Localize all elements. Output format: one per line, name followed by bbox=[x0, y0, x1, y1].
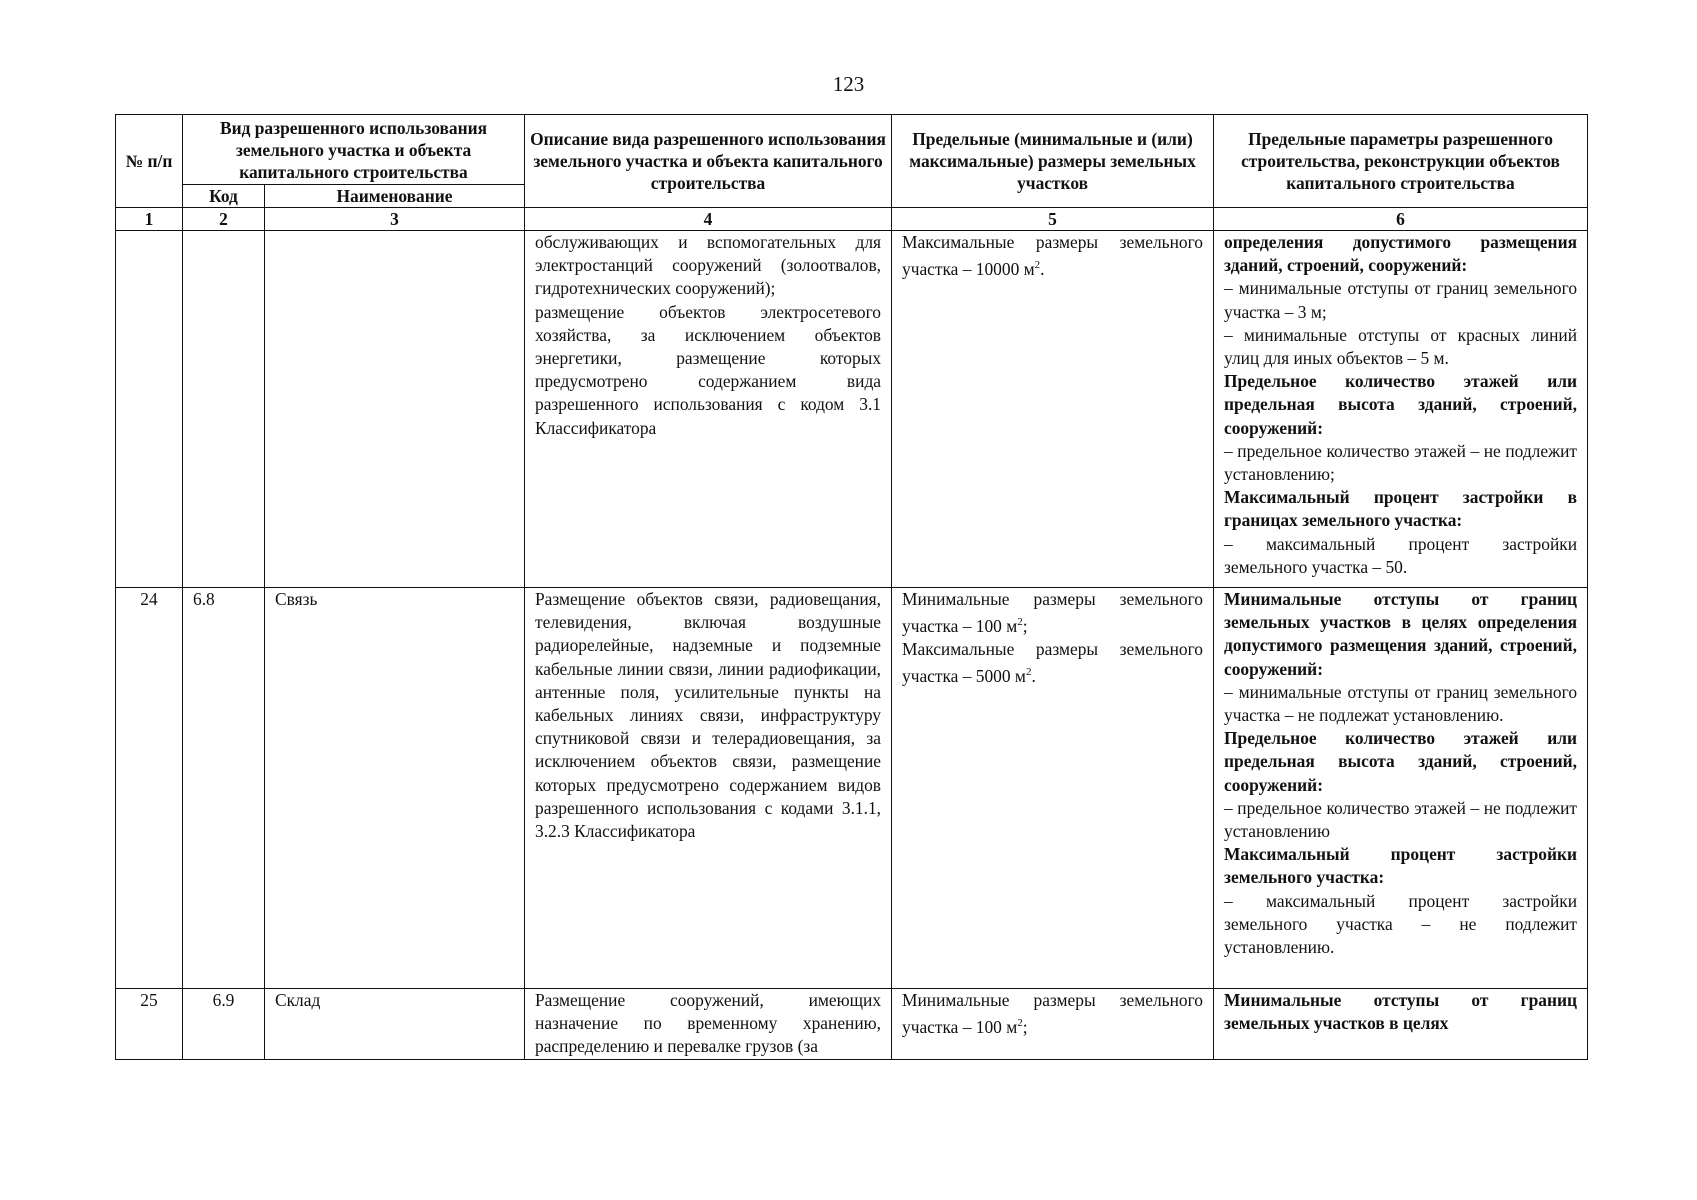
size-text: Максимальные размеры земельного участка – 5000 м bbox=[902, 639, 1204, 687]
column-number: 3 bbox=[265, 208, 525, 231]
param-heading: Предельное количество этажей или предельная высота зданий, строений, сооружений: bbox=[1224, 371, 1578, 438]
row-params bbox=[1214, 989, 1588, 1060]
size-tail: . bbox=[1031, 666, 1036, 687]
param-heading: Минимальные отступы от границ земельных участков в целях определения допустимого размещения зданий, строений, сооружений: bbox=[1224, 589, 1578, 679]
size-line bbox=[902, 989, 1203, 1039]
param-item: – максимальный процент застройки земельного участка – не подлежит установлению. bbox=[1224, 890, 1578, 958]
table-row bbox=[116, 231, 1588, 588]
param-item: – максимальный процент застройки земельного участка – 50. bbox=[1224, 533, 1578, 577]
size-line bbox=[902, 231, 1203, 281]
column-number: 6 bbox=[1214, 208, 1588, 231]
row-name bbox=[265, 231, 525, 588]
param-item: – минимальные отступы от границ земельного участка – не подлежат установлению. bbox=[1224, 681, 1578, 726]
param-heading: Минимальные отступы от границ земельных участков в целях bbox=[1224, 990, 1578, 1034]
size-tail: ; bbox=[1022, 1017, 1028, 1037]
column-number: 1 bbox=[116, 208, 183, 231]
row-number bbox=[116, 231, 183, 588]
param-heading: Максимальный процент застройки земельного участка: bbox=[1224, 844, 1578, 888]
param-heading: Максимальный процент застройки в границах земельного участка: bbox=[1224, 487, 1578, 531]
column-number-row bbox=[116, 208, 1588, 231]
row-description: обслуживающих и вспомогательных для электростанций сооружений (золоотвалов, гидротехнических сооружений); размещение объектов электросетевого хозяйства, за исключением объектов энергетики, размещение которых предусмотрено содержанием вида разрешенного использования с кодом 3.1 Классификатора bbox=[525, 231, 892, 588]
header-col-type-group: Вид разрешенного использования земельного участка и объекта капитального строительства bbox=[183, 115, 525, 185]
table-row bbox=[116, 989, 1588, 1060]
header-col-code: Код bbox=[183, 185, 265, 208]
size-unit-superscript: 2 bbox=[1034, 259, 1041, 272]
row-name: Связь bbox=[265, 588, 525, 989]
column-number: 2 bbox=[183, 208, 265, 231]
size-text: Минимальные размеры земельного участка – 100 м bbox=[902, 990, 1204, 1037]
row-code bbox=[183, 231, 265, 588]
param-item: – минимальные отступы от красных линий улиц для иных объектов – 5 м. bbox=[1224, 324, 1578, 369]
table-row bbox=[116, 588, 1588, 989]
row-name: Склад bbox=[265, 989, 525, 1060]
header-col-no: № п/п bbox=[116, 115, 183, 208]
size-unit-superscript: 2 bbox=[1017, 1017, 1023, 1030]
column-number: 5 bbox=[892, 208, 1214, 231]
param-heading: Предельное количество этажей или предельная высота зданий, строений, сооружений: bbox=[1224, 728, 1578, 795]
header-col-name: Наименование bbox=[265, 185, 525, 208]
row-description: Размещение объектов связи, радиовещания, телевидения, включая воздушные радиорелейные, надземные и подземные кабельные линии связи, линии радиофикации, антенные поля, усилительные пункты на кабельных линиях связи, инфраструктуру спутниковой связи и телерадиовещания, за исключением объектов связи, размещение которых предусмотрено содержанием видов разрешенного использования с кодами 3.1.1, 3.2.3 Классификатора bbox=[525, 588, 892, 989]
row-sizes bbox=[892, 588, 1214, 989]
header-col-params: Предельные параметры разрешенного строительства, реконструкции объектов капитального строительства bbox=[1214, 115, 1588, 208]
size-line bbox=[902, 588, 1203, 638]
column-number: 4 bbox=[525, 208, 892, 231]
size-text: Минимальные размеры земельного участка – 100 м bbox=[902, 589, 1204, 636]
row-code: 6.9 bbox=[183, 989, 265, 1060]
size-tail: . bbox=[1040, 259, 1045, 279]
size-tail: ; bbox=[1022, 616, 1028, 636]
row-sizes bbox=[892, 989, 1214, 1060]
param-item: – предельное количество этажей – не подлежит установлению bbox=[1224, 797, 1578, 842]
param-item: – предельное количество этажей – не подлежит установлению; bbox=[1224, 440, 1578, 485]
row-number: 25 bbox=[116, 989, 183, 1060]
row-params bbox=[1214, 231, 1588, 588]
header-col-description: Описание вида разрешенного использования земельного участка и объекта капитального строительства bbox=[525, 115, 892, 208]
size-line bbox=[902, 638, 1203, 688]
row-number: 24 bbox=[116, 588, 183, 989]
land-use-regulations-table bbox=[115, 114, 1588, 1060]
param-heading: определения допустимого размещения зданий, строений, сооружений: bbox=[1224, 232, 1578, 276]
row-params bbox=[1214, 588, 1588, 989]
row-sizes bbox=[892, 231, 1214, 588]
row-description: Размещение сооружений, имеющих назначение по временному хранению, распределению и перевалке грузов (за bbox=[525, 989, 892, 1060]
header-col-sizes: Предельные (минимальные и (или) максимальные) размеры земельных участков bbox=[892, 115, 1214, 208]
param-item: – минимальные отступы от границ земельного участка – 3 м; bbox=[1224, 278, 1578, 322]
size-unit-superscript: 2 bbox=[1025, 666, 1032, 679]
size-text: Максимальные размеры земельного участка – 10000 м bbox=[902, 232, 1204, 279]
row-code: 6.8 bbox=[183, 588, 265, 989]
size-unit-superscript: 2 bbox=[1017, 616, 1023, 629]
page-number: 123 bbox=[832, 72, 865, 96]
